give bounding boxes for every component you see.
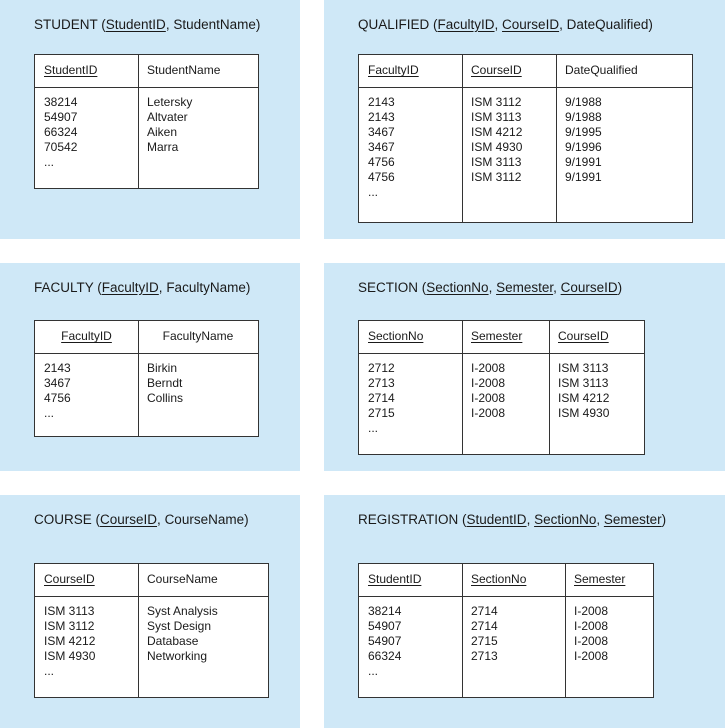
cell-value: 4756 xyxy=(44,391,71,405)
column-header: CourseID xyxy=(44,572,95,586)
primary-key-attribute: CourseID xyxy=(560,280,618,295)
column-values xyxy=(147,361,183,406)
cell-value: 54907 xyxy=(44,110,78,124)
cell-value: Altvater xyxy=(147,110,188,124)
attribute: StudentName xyxy=(173,17,256,32)
primary-key-attribute: CourseID xyxy=(100,512,158,527)
column-header: StudentName xyxy=(147,63,221,77)
primary-key-attribute: FacultyID xyxy=(101,280,159,295)
cell-value: I-2008 xyxy=(471,391,506,405)
cell-value: 2715 xyxy=(471,634,498,648)
column-header: StudentID xyxy=(368,572,422,586)
cell-value: ISM 4930 xyxy=(471,140,523,154)
cell-value: 2143 xyxy=(368,95,395,109)
cell-value: I-2008 xyxy=(574,649,609,663)
column-values xyxy=(574,604,608,664)
column-values xyxy=(565,95,602,185)
column-header: SectionNo xyxy=(471,572,527,586)
cell-value: 54907 xyxy=(368,619,402,633)
registration-table xyxy=(358,563,654,698)
cell-value: ISM 4212 xyxy=(471,125,523,139)
column-header: StudentID xyxy=(44,63,98,77)
cell-value: I-2008 xyxy=(574,634,609,648)
column-header: FacultyName xyxy=(162,329,234,343)
cell-value: 9/1988 xyxy=(565,110,602,124)
relation-name: COURSE xyxy=(34,512,92,527)
cell-value: 9/1991 xyxy=(565,155,602,169)
cell-value: ISM 3113 xyxy=(471,155,522,169)
column-header: Semester xyxy=(471,329,523,343)
attribute: CourseName xyxy=(164,512,245,527)
cell-value: 2715 xyxy=(368,406,395,420)
primary-key-attribute: StudentID xyxy=(105,17,166,32)
section-table xyxy=(358,320,645,455)
registration-relation-heading: REGISTRATION (StudentID, SectionNo, Semester) xyxy=(358,512,667,527)
cell-value: Database xyxy=(147,634,199,648)
relation-name: STUDENT xyxy=(34,17,98,32)
cell-value: 4756 xyxy=(368,155,395,169)
primary-key-attribute: StudentID xyxy=(466,512,527,527)
course-relation-heading: COURSE (CourseID, CourseName) xyxy=(34,512,249,527)
cell-value: I-2008 xyxy=(574,619,609,633)
primary-key-attribute: Semester xyxy=(496,280,554,295)
cell-value: ISM 4930 xyxy=(558,406,610,420)
cell-value: 66324 xyxy=(44,125,78,139)
cell-value: ISM 3113 xyxy=(44,604,95,618)
cell-value: 4756 xyxy=(368,170,395,184)
cell-value: ... xyxy=(368,664,379,678)
column-values xyxy=(368,361,395,436)
cell-value: 2714 xyxy=(471,604,498,618)
primary-key-attribute: Semester xyxy=(603,512,662,527)
column-header: FacultyID xyxy=(61,329,112,343)
cell-value: ... xyxy=(44,155,55,169)
primary-key-attribute: FacultyID xyxy=(437,17,495,32)
cell-value: 2714 xyxy=(368,391,395,405)
cell-value: ISM 3112 xyxy=(44,619,95,633)
attribute: FacultyName xyxy=(166,280,246,295)
cell-value: Birkin xyxy=(147,361,178,375)
column-values xyxy=(471,604,498,664)
cell-value: 2712 xyxy=(368,361,395,375)
cell-value: 2713 xyxy=(471,649,498,663)
cell-value: Berndt xyxy=(147,376,183,390)
cell-value: 38214 xyxy=(44,95,78,109)
relation-name: FACULTY xyxy=(34,280,94,295)
student-table xyxy=(34,54,259,189)
column-values xyxy=(44,361,71,421)
column-values xyxy=(558,361,609,421)
column-header: SectionNo xyxy=(368,329,424,343)
cell-value: Collins xyxy=(147,391,184,405)
cell-value: ISM 3112 xyxy=(471,95,522,109)
cell-value: I-2008 xyxy=(471,406,506,420)
cell-value: ISM 4930 xyxy=(44,649,96,663)
primary-key-attribute: SectionNo xyxy=(534,512,597,527)
column-values xyxy=(368,604,401,679)
cell-value: 3467 xyxy=(368,140,395,154)
cell-value: 70542 xyxy=(44,140,78,154)
column-divider xyxy=(138,55,139,188)
cell-value: Syst Analysis xyxy=(147,604,218,618)
cell-value: 9/1991 xyxy=(565,170,602,184)
cell-value: 9/1996 xyxy=(565,140,602,154)
cell-value: ISM 3113 xyxy=(558,376,609,390)
column-header: Semester xyxy=(574,572,626,586)
relation-name: REGISTRATION xyxy=(358,512,459,527)
attribute: DateQualified xyxy=(566,17,649,32)
cell-value: Aiken xyxy=(147,125,178,139)
cell-value: ... xyxy=(44,664,55,678)
faculty-relation-heading: FACULTY (FacultyID, FacultyName) xyxy=(34,280,251,295)
cell-value: ISM 3113 xyxy=(558,361,609,375)
column-divider xyxy=(462,55,463,222)
cell-value: I-2008 xyxy=(471,376,506,390)
column-values xyxy=(471,361,505,421)
column-divider xyxy=(565,564,566,697)
cell-value: 2143 xyxy=(368,110,395,124)
qualified-table xyxy=(358,54,693,223)
column-divider xyxy=(462,564,463,697)
cell-value: 2713 xyxy=(368,376,395,390)
cell-value: 3467 xyxy=(368,125,395,139)
course-table xyxy=(34,563,269,698)
column-values xyxy=(147,95,192,155)
cell-value: I-2008 xyxy=(471,361,506,375)
cell-value: ISM 3112 xyxy=(471,170,522,184)
column-divider xyxy=(556,55,557,222)
cell-value: 2143 xyxy=(44,361,71,375)
column-values xyxy=(471,95,522,185)
cell-value: Letersky xyxy=(147,95,193,109)
column-header: CourseName xyxy=(147,572,218,586)
column-values xyxy=(44,95,77,170)
column-divider xyxy=(138,564,139,697)
cell-value: ISM 4212 xyxy=(44,634,96,648)
faculty-table xyxy=(34,320,259,437)
column-divider xyxy=(549,321,550,454)
cell-value: 9/1988 xyxy=(565,95,602,109)
cell-value: 9/1995 xyxy=(565,125,602,139)
cell-value: 54907 xyxy=(368,634,402,648)
cell-value: Networking xyxy=(147,649,208,663)
primary-key-attribute: SectionNo xyxy=(426,280,489,295)
cell-value: 38214 xyxy=(368,604,402,618)
cell-value: Marra xyxy=(147,140,179,154)
column-values xyxy=(44,604,95,679)
cell-value: ISM 4212 xyxy=(558,391,610,405)
cell-value: I-2008 xyxy=(574,604,609,618)
column-header: CourseID xyxy=(471,63,522,77)
cell-value: 2714 xyxy=(471,619,498,633)
qualified-relation-heading: QUALIFIED (FacultyID, CourseID, DateQualified) xyxy=(358,17,653,32)
cell-value: ... xyxy=(44,406,55,420)
cell-value: 66324 xyxy=(368,649,402,663)
relation-name: SECTION xyxy=(358,280,419,295)
cell-value: 3467 xyxy=(44,376,71,390)
column-header: DateQualified xyxy=(565,63,638,77)
cell-value: ... xyxy=(368,421,379,435)
section-relation-heading: SECTION (SectionNo, Semester, CourseID) xyxy=(358,280,623,295)
cell-value: ISM 3113 xyxy=(471,110,522,124)
column-values xyxy=(147,604,218,664)
column-header: CourseID xyxy=(558,329,609,343)
column-header: FacultyID xyxy=(368,63,419,77)
cell-value: Syst Design xyxy=(147,619,212,633)
primary-key-attribute: CourseID xyxy=(502,17,560,32)
column-divider xyxy=(462,321,463,454)
relation-name: QUALIFIED xyxy=(358,17,430,32)
column-values xyxy=(368,95,395,200)
student-relation-heading: STUDENT (StudentID, StudentName) xyxy=(34,17,261,32)
cell-value: ... xyxy=(368,185,379,199)
